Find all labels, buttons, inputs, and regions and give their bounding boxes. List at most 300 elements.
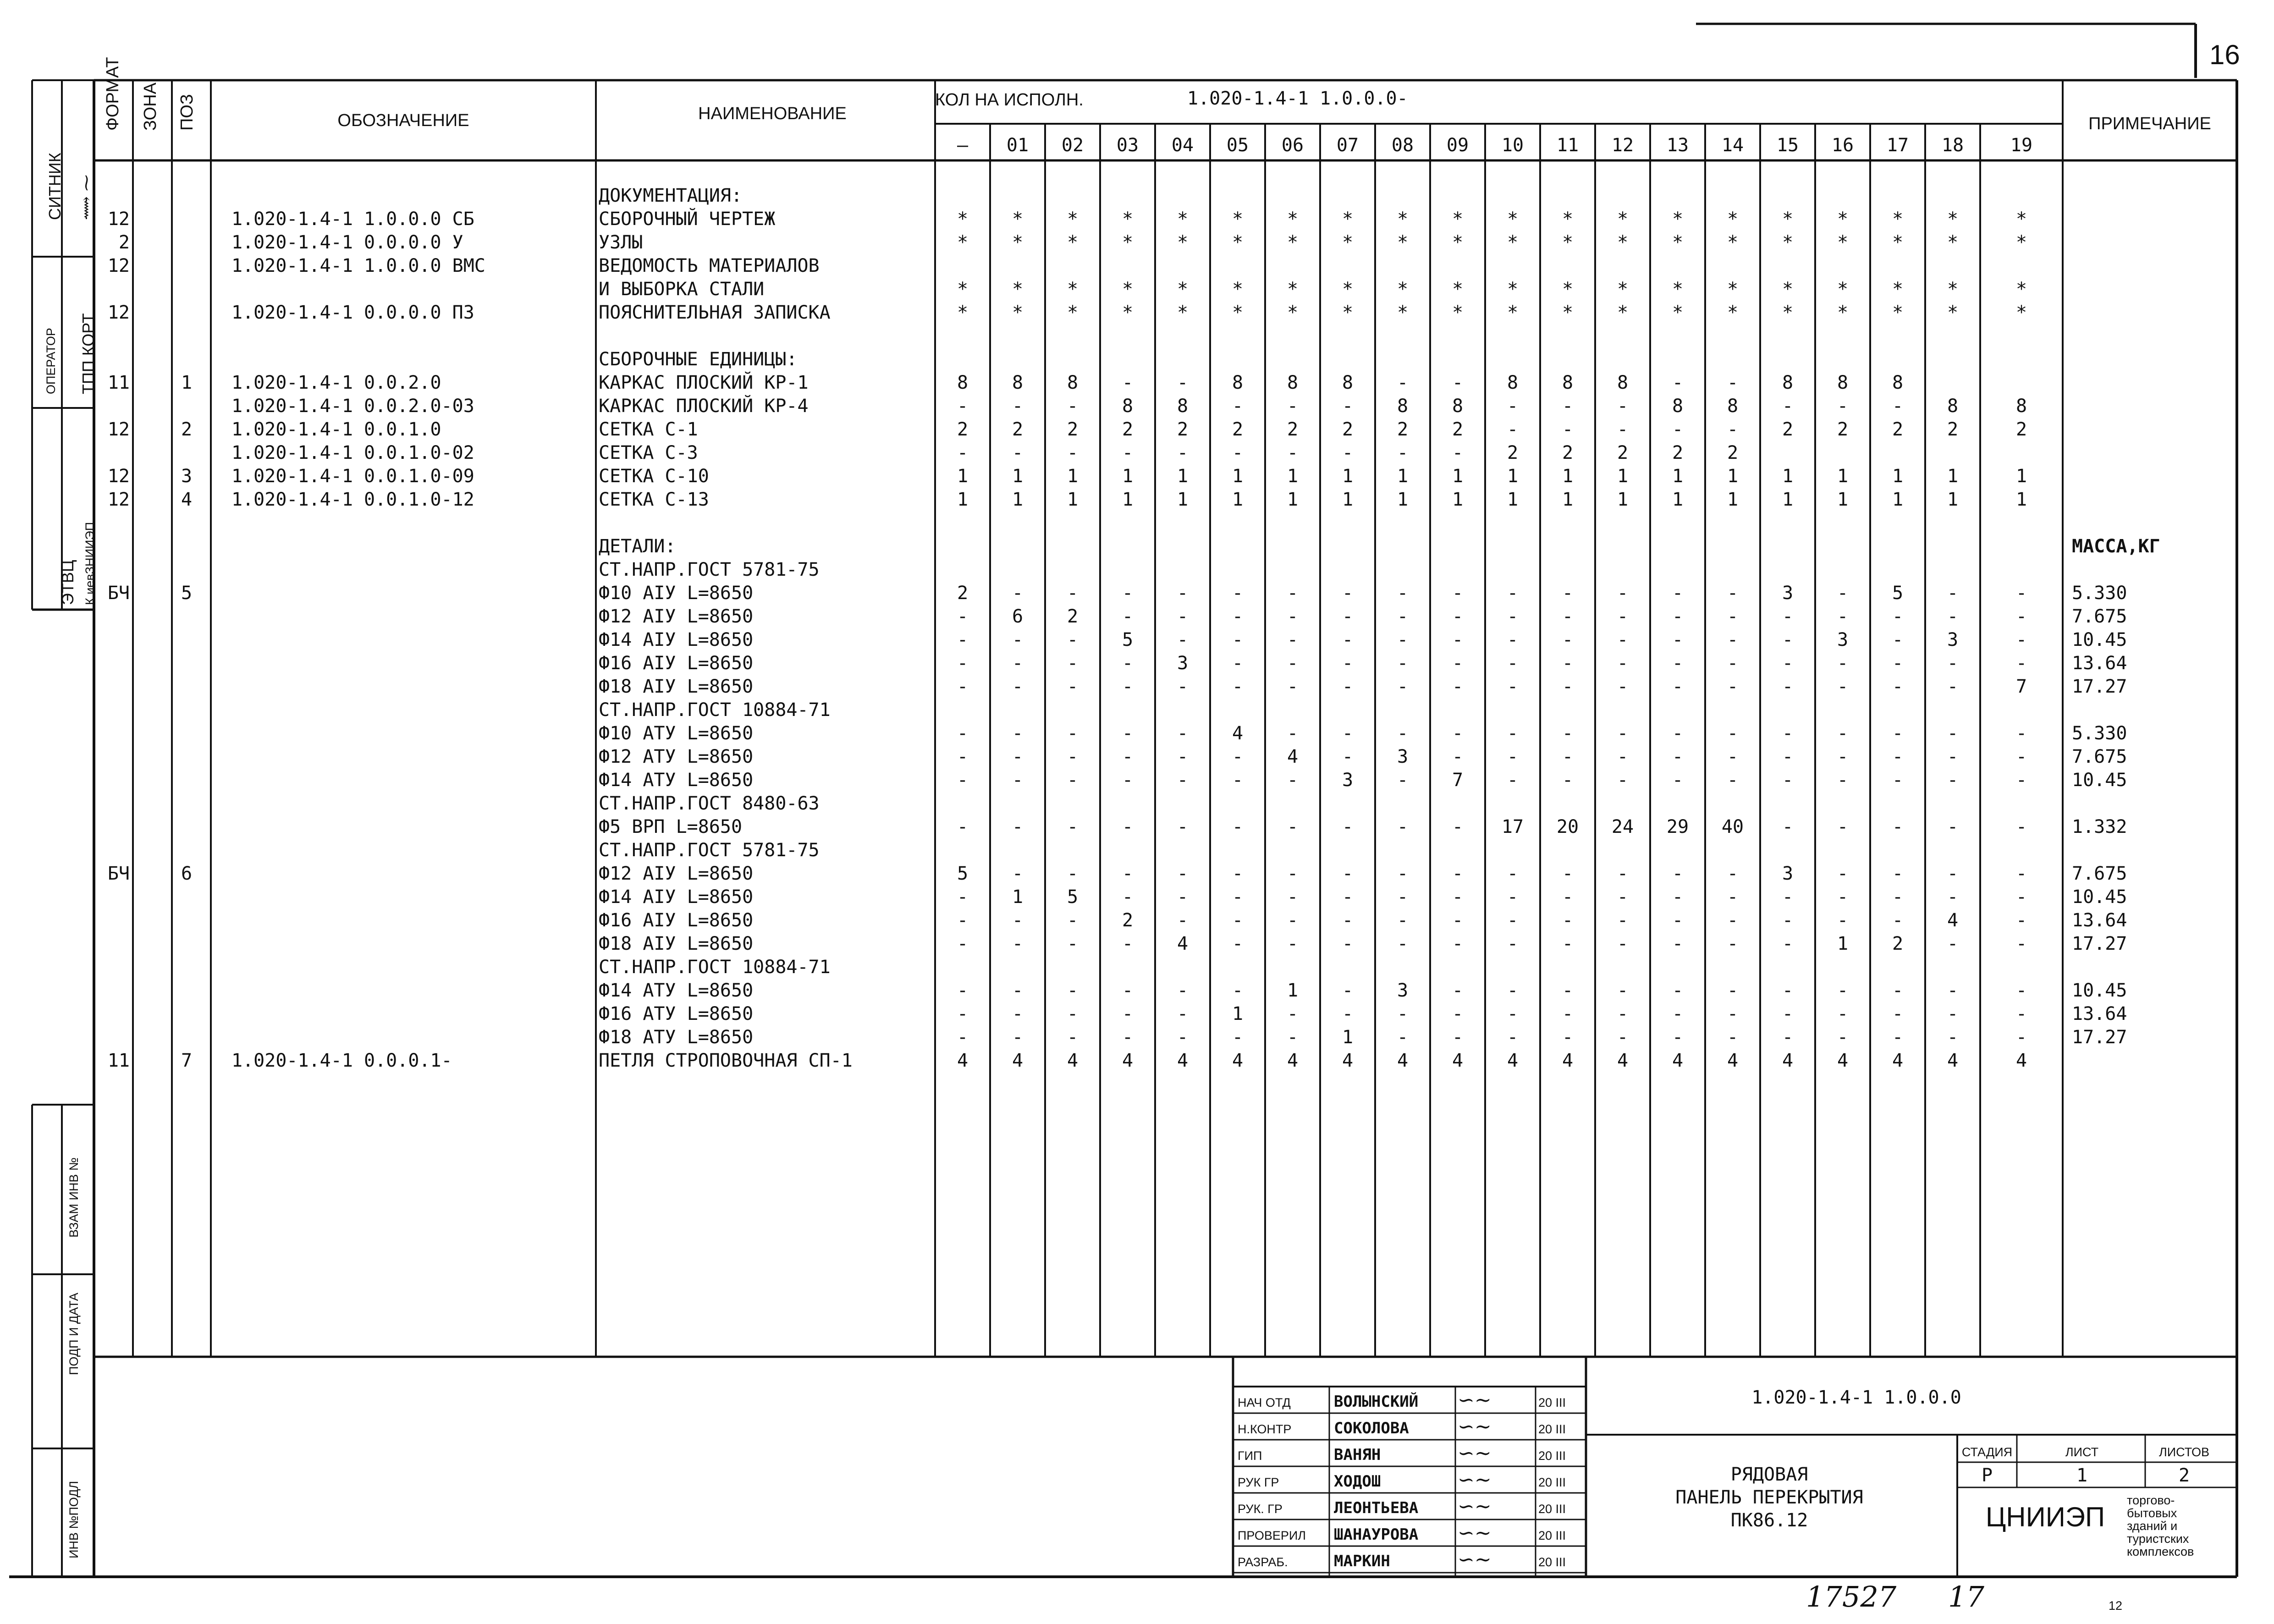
qty-cell: 8 [1727, 396, 1739, 417]
qty-cell: - [1782, 746, 1794, 767]
qty-cell: 8 [1617, 372, 1629, 393]
header-code: 1.020-1.4-1 1.0.0.0- [1187, 88, 1408, 109]
variant-header: 02 [1061, 135, 1084, 156]
qty-cell: - [1947, 583, 1959, 604]
qty-cell: - [2015, 653, 2027, 674]
qty-cell: * [1892, 209, 1904, 230]
qty-cell: - [1452, 816, 1464, 837]
qty-cell: - [1837, 863, 1849, 884]
qty-cell: - [1562, 606, 1574, 627]
qty-cell: 4 [2015, 1050, 2027, 1071]
qty-cell: 1 [2015, 466, 2027, 487]
qty-cell: - [1067, 770, 1079, 791]
qty-cell: - [1507, 980, 1519, 1001]
qty-cell: - [1232, 606, 1244, 627]
qty-cell: - [1012, 442, 1024, 463]
qty-cell: - [1507, 886, 1519, 908]
qty-cell: * [1397, 209, 1409, 230]
qty-cell: - [1122, 770, 1134, 791]
qty-cell: - [1507, 723, 1519, 744]
qty-cell: - [1342, 629, 1354, 650]
qty-cell: - [1397, 910, 1409, 931]
qty-cell: - [1892, 770, 1904, 791]
qty-cell: - [1947, 886, 1959, 908]
title-signature: ∽~ [1458, 1521, 1492, 1545]
title-person: ХОДОШ [1334, 1472, 1381, 1491]
qty-cell: * [1287, 279, 1299, 300]
qty-cell: 4 [1782, 1050, 1794, 1071]
qty-cell: - [1012, 1027, 1024, 1048]
table-row [599, 746, 2127, 767]
qty-cell: 1 [2015, 489, 2027, 510]
qty-cell: 1 [1837, 933, 1849, 954]
qty-cell: - [1837, 886, 1849, 908]
qty-cell: - [1067, 746, 1079, 767]
row-name: Ф14 АТУ L=8650 [599, 770, 754, 791]
qty-cell: - [1232, 886, 1244, 908]
table-row [599, 910, 2127, 931]
row-name: Ф18 АIУ L=8650 [599, 933, 754, 954]
qty-cell: - [1067, 629, 1079, 650]
qty-cell: 4 [1012, 1050, 1024, 1071]
row-designation: 1.020-1.4-1 1.0.0.0 ВМС [231, 255, 485, 276]
qty-cell: * [1617, 302, 1629, 323]
qty-cell: 1 [1947, 466, 1959, 487]
table-row [599, 980, 2127, 1001]
qty-cell: * [1947, 279, 1959, 300]
qty-cell: - [1397, 606, 1409, 627]
qty-cell: 3 [1782, 863, 1794, 884]
qty-cell: * [1837, 302, 1849, 323]
row-name: Ф18 АТУ L=8650 [599, 1027, 754, 1048]
table-row [108, 863, 2127, 884]
qty-cell: - [1672, 933, 1684, 954]
qty-cell: 4 [1287, 746, 1299, 767]
qty-cell: 4 [1122, 1050, 1134, 1071]
qty-cell: 8 [1562, 372, 1574, 393]
qty-cell: 2 [2015, 419, 2027, 440]
qty-cell: 4 [1837, 1050, 1849, 1071]
qty-cell: - [1232, 910, 1244, 931]
qty-cell: - [1672, 746, 1684, 767]
qty-cell: 2 [1122, 419, 1134, 440]
qty-cell: 8 [957, 372, 969, 393]
qty-cell: - [1727, 1003, 1739, 1024]
row-name: Ф18 АIУ L=8650 [599, 676, 754, 697]
row-pos: 6 [181, 863, 193, 884]
qty-cell: - [1287, 1027, 1299, 1048]
stage-label: СТАДИЯ [1961, 1445, 2013, 1459]
qty-cell: - [1342, 676, 1354, 697]
qty-cell: - [1507, 863, 1519, 884]
qty-cell: - [1067, 723, 1079, 744]
qty-cell: * [1122, 302, 1134, 323]
variant-header: 04 [1171, 135, 1194, 156]
row-designation: 1.020-1.4-1 0.0.2.0 [231, 372, 441, 393]
qty-cell: - [1672, 419, 1684, 440]
qty-cell: - [957, 980, 969, 1001]
variant-header: 05 [1226, 135, 1249, 156]
qty-cell: * [1067, 209, 1079, 230]
qty-cell: - [1177, 676, 1189, 697]
qty-cell: - [2015, 1027, 2027, 1048]
qty-cell: 1 [1287, 489, 1299, 510]
qty-cell: * [1177, 279, 1189, 300]
side-podp-data: ПОДП И ДАТА [67, 1293, 81, 1375]
qty-cell: - [1177, 1003, 1189, 1024]
qty-cell: - [1947, 1027, 1959, 1048]
title-date: 20 III [1538, 1475, 1566, 1489]
qty-cell: 2 [1947, 419, 1959, 440]
title-role: РАЗРАБ. [1238, 1555, 1288, 1569]
qty-cell: - [1177, 723, 1189, 744]
title-person: МАРКИН [1334, 1552, 1390, 1570]
qty-cell: 1 [1507, 466, 1519, 487]
qty-cell: * [1727, 209, 1739, 230]
qty-cell: * [1672, 209, 1684, 230]
qty-cell: 8 [1287, 372, 1299, 393]
qty-cell: - [1727, 629, 1739, 650]
qty-cell: - [1672, 723, 1684, 744]
qty-cell: - [1562, 746, 1574, 767]
qty-cell: - [1232, 653, 1244, 674]
qty-cell: 4 [1562, 1050, 1574, 1071]
qty-cell: 3 [1397, 746, 1409, 767]
qty-cell: - [1782, 933, 1794, 954]
table-row [108, 419, 2027, 440]
row-name: Ф12 АIУ L=8650 [599, 863, 754, 884]
org-desc-5: комплексов [2127, 1545, 2194, 1558]
qty-cell: 3 [1837, 629, 1849, 650]
qty-cell: 1 [957, 489, 969, 510]
row-format: 12 [107, 419, 130, 440]
qty-cell: * [1232, 209, 1244, 230]
title-role: ПРОВЕРИЛ [1238, 1529, 1306, 1542]
qty-cell: * [1947, 209, 1959, 230]
qty-cell: - [1397, 863, 1409, 884]
row-name: Ф12 АIУ L=8650 [599, 606, 754, 627]
qty-cell: - [1397, 676, 1409, 697]
title-role: Н.КОНТР [1238, 1422, 1292, 1436]
qty-cell: - [1782, 1027, 1794, 1048]
qty-cell: - [1397, 372, 1409, 393]
qty-cell: - [1177, 910, 1189, 931]
header-designation: ОБОЗНАЧЕНИЕ [337, 111, 469, 130]
qty-cell: - [1177, 629, 1189, 650]
qty-cell: - [1782, 653, 1794, 674]
variant-header: 18 [1941, 135, 1964, 156]
qty-cell: 1 [1232, 1003, 1244, 1024]
qty-cell: * [1617, 209, 1629, 230]
header-note: ПРИМЕЧАНИЕ [2088, 114, 2211, 133]
qty-cell: - [1342, 1003, 1354, 1024]
qty-cell: - [1342, 886, 1354, 908]
qty-cell: 1 [1342, 1027, 1354, 1048]
qty-cell: 2 [1452, 419, 1464, 440]
qty-cell: 7 [1452, 770, 1464, 791]
qty-cell: 4 [1617, 1050, 1629, 1071]
qty-cell: - [1342, 746, 1354, 767]
qty-cell: * [2015, 302, 2027, 323]
qty-cell: * [957, 232, 969, 253]
row-designation: 1.020-1.4-1 0.0.0.0 ПЗ [231, 302, 474, 323]
sheets-label: ЛИСТОВ [2158, 1445, 2210, 1459]
qty-cell: 1 [1012, 886, 1024, 908]
row-pos: 3 [181, 466, 193, 487]
qty-cell: - [1012, 1003, 1024, 1024]
row-format: 12 [107, 466, 130, 487]
qty-cell: - [1507, 396, 1519, 417]
qty-cell: - [1947, 653, 1959, 674]
qty-cell: - [1287, 396, 1299, 417]
table-row [599, 1003, 2127, 1024]
qty-cell: 1 [1177, 466, 1189, 487]
variant-header: 14 [1721, 135, 1744, 156]
table-row [231, 395, 2027, 417]
qty-cell: - [1727, 980, 1739, 1001]
row-pos: 1 [181, 372, 193, 393]
qty-cell: - [1562, 396, 1574, 417]
org-desc-3: зданий и [2127, 1519, 2178, 1533]
title-line-2: ПАНЕЛЬ ПЕРЕКРЫТИЯ [1675, 1487, 1863, 1508]
qty-cell: - [1177, 583, 1189, 604]
row-designation: 1.020-1.4-1 0.0.1.0 [231, 419, 441, 440]
qty-cell: - [1122, 1027, 1134, 1048]
qty-cell: 1 [1562, 489, 1574, 510]
qty-cell: 4 [1342, 1050, 1354, 1071]
row-name: Ф14 АТУ L=8650 [599, 980, 754, 1001]
qty-cell: - [1782, 723, 1794, 744]
qty-cell: - [1287, 606, 1299, 627]
qty-cell: 20 [1556, 816, 1579, 837]
qty-cell: * [1562, 279, 1574, 300]
qty-cell: * [1012, 279, 1024, 300]
row-name: ДОКУМЕНТАЦИЯ: [599, 185, 743, 206]
qty-cell: * [1012, 209, 1024, 230]
row-note: 13.64 [2072, 910, 2127, 931]
qty-cell: * [1067, 302, 1079, 323]
qty-cell: - [2015, 933, 2027, 954]
qty-cell: - [1507, 653, 1519, 674]
qty-cell: - [1892, 746, 1904, 767]
table-row [599, 770, 2127, 791]
qty-cell: - [1177, 1027, 1189, 1048]
qty-cell: - [1562, 863, 1574, 884]
qty-cell: 1 [1012, 489, 1024, 510]
qty-cell: 2 [1122, 910, 1134, 931]
table-row [599, 723, 2127, 744]
qty-cell: - [1672, 1003, 1684, 1024]
qty-cell: - [1947, 770, 1959, 791]
qty-cell: - [1727, 1027, 1739, 1048]
qty-cell: * [1892, 302, 1904, 323]
qty-cell: - [1232, 676, 1244, 697]
qty-cell: 2 [1837, 419, 1849, 440]
title-person: ШАНАУРОВА [1334, 1525, 1419, 1544]
qty-cell: 1 [1177, 489, 1189, 510]
title-role: РУК ГР [1238, 1475, 1279, 1489]
org-desc-1: торгово- [2127, 1493, 2175, 1507]
qty-cell: - [1507, 770, 1519, 791]
qty-cell: - [1727, 606, 1739, 627]
qty-cell: * [2015, 232, 2027, 253]
header-pos: ПОЗ [177, 94, 197, 131]
qty-cell: - [1122, 653, 1134, 674]
qty-cell: - [1892, 1027, 1904, 1048]
qty-cell: - [1892, 723, 1904, 744]
qty-cell: - [1782, 910, 1794, 931]
row-format: 12 [107, 209, 130, 230]
qty-cell: 2 [957, 583, 969, 604]
qty-cell: - [1837, 1027, 1849, 1048]
sheets-value: 2 [2178, 1465, 2190, 1486]
side-vzam-inv: ВЗАМ ИНВ № [67, 1157, 81, 1238]
row-note: 13.64 [2072, 1003, 2127, 1024]
header-name: НАИМЕНОВАНИЕ [698, 104, 847, 123]
qty-cell: 1 [1562, 466, 1574, 487]
qty-cell: - [1452, 442, 1464, 463]
variant-header: 03 [1116, 135, 1139, 156]
qty-cell: - [1067, 933, 1079, 954]
row-pos: 7 [181, 1050, 193, 1071]
qty-cell: - [1727, 372, 1739, 393]
qty-cell: - [2015, 723, 2027, 744]
table-row [108, 371, 1903, 393]
qty-cell: * [1232, 232, 1244, 253]
row-name: КАРКАС ПЛОСКИЙ КР-1 [599, 372, 809, 393]
qty-cell: * [1837, 209, 1849, 230]
variant-header: 06 [1281, 135, 1304, 156]
row-name: Ф16 АIУ L=8650 [599, 910, 754, 931]
qty-cell: - [2015, 583, 2027, 604]
variant-header: 19 [2010, 135, 2033, 156]
qty-cell: - [1947, 1003, 1959, 1024]
qty-cell: * [1397, 279, 1409, 300]
qty-cell: 2 [1727, 442, 1739, 463]
qty-cell: * [1507, 209, 1519, 230]
qty-cell: 2 [1562, 442, 1574, 463]
qty-cell: - [1342, 396, 1354, 417]
table-row [108, 466, 2027, 487]
qty-cell: * [1122, 279, 1134, 300]
qty-cell: * [1782, 279, 1794, 300]
qty-cell: 1 [1342, 489, 1354, 510]
qty-cell: 1 [1287, 466, 1299, 487]
table-row [599, 957, 831, 978]
qty-cell: * [1232, 302, 1244, 323]
qty-cell: * [1727, 232, 1739, 253]
qty-cell: - [1452, 583, 1464, 604]
qty-cell: - [1122, 1003, 1134, 1024]
qty-cell: - [1397, 583, 1409, 604]
qty-cell: - [1672, 886, 1684, 908]
qty-cell: - [1287, 676, 1299, 697]
qty-cell: - [1507, 1003, 1519, 1024]
variant-header: 12 [1611, 135, 1634, 156]
qty-cell: * [1067, 279, 1079, 300]
row-note: 17.27 [2072, 676, 2127, 697]
title-signature: ∽~ [1458, 1495, 1492, 1518]
qty-cell: - [1727, 583, 1739, 604]
qty-cell: 4 [1727, 1050, 1739, 1071]
qty-cell: 8 [1342, 372, 1354, 393]
qty-cell: - [1837, 770, 1849, 791]
qty-cell: 1 [1892, 489, 1904, 510]
qty-cell: - [1012, 676, 1024, 697]
title-person: СОКОЛОВА [1334, 1419, 1409, 1437]
qty-cell: - [1232, 980, 1244, 1001]
qty-cell: - [1892, 863, 1904, 884]
qty-cell: - [1067, 442, 1079, 463]
qty-cell: 40 [1721, 816, 1744, 837]
qty-cell: - [1232, 629, 1244, 650]
qty-cell: - [1837, 606, 1849, 627]
qty-cell: - [1452, 653, 1464, 674]
qty-cell: 2 [1232, 419, 1244, 440]
qty-cell: - [1892, 396, 1904, 417]
qty-cell: - [1727, 419, 1739, 440]
qty-cell: - [1342, 442, 1354, 463]
qty-cell: - [1287, 933, 1299, 954]
qty-cell: - [1672, 372, 1684, 393]
qty-cell: - [1232, 583, 1244, 604]
qty-cell: - [1287, 910, 1299, 931]
row-name: СБОРОЧНЫЕ ЕДИНИЦЫ: [599, 349, 798, 370]
variant-header: 11 [1556, 135, 1579, 156]
title-signature: ∽~ [1458, 1388, 1492, 1412]
qty-cell: 1 [1837, 489, 1849, 510]
qty-cell: - [1507, 746, 1519, 767]
qty-cell: - [1067, 1003, 1079, 1024]
qty-cell: - [1452, 629, 1464, 650]
qty-cell: - [1287, 653, 1299, 674]
qty-cell: - [1617, 629, 1629, 650]
qty-cell: * [1507, 232, 1519, 253]
qty-cell: 4 [1947, 1050, 1959, 1071]
qty-cell: - [1672, 629, 1684, 650]
qty-cell: * [1617, 279, 1629, 300]
qty-cell: - [1012, 816, 1024, 837]
qty-cell: - [1617, 1027, 1629, 1048]
qty-cell: - [1122, 980, 1134, 1001]
title-signature: ∽~ [1458, 1415, 1492, 1438]
qty-cell: - [1287, 863, 1299, 884]
variant-header: 10 [1501, 135, 1524, 156]
qty-cell: - [957, 1003, 969, 1024]
row-note: 10.45 [2072, 770, 2127, 791]
row-format: 12 [107, 489, 130, 510]
qty-cell: - [1782, 606, 1794, 627]
qty-cell: 4 [1452, 1050, 1464, 1071]
qty-cell: - [1562, 980, 1574, 1001]
qty-cell: 4 [1507, 1050, 1519, 1071]
qty-cell: - [1177, 770, 1189, 791]
qty-cell: * [1727, 302, 1739, 323]
qty-cell: - [1342, 606, 1354, 627]
qty-cell: - [1287, 770, 1299, 791]
qty-cell: - [1562, 629, 1574, 650]
qty-cell: - [1232, 816, 1244, 837]
qty-cell: 4 [957, 1050, 969, 1071]
row-name: Ф14 АIУ L=8650 [599, 629, 754, 650]
qty-cell: - [1507, 933, 1519, 954]
qty-cell: - [1672, 1027, 1684, 1048]
table-row [599, 606, 2127, 627]
qty-cell: - [1672, 910, 1684, 931]
qty-cell: - [1122, 816, 1134, 837]
qty-cell: - [1727, 723, 1739, 744]
qty-cell: - [1562, 886, 1574, 908]
